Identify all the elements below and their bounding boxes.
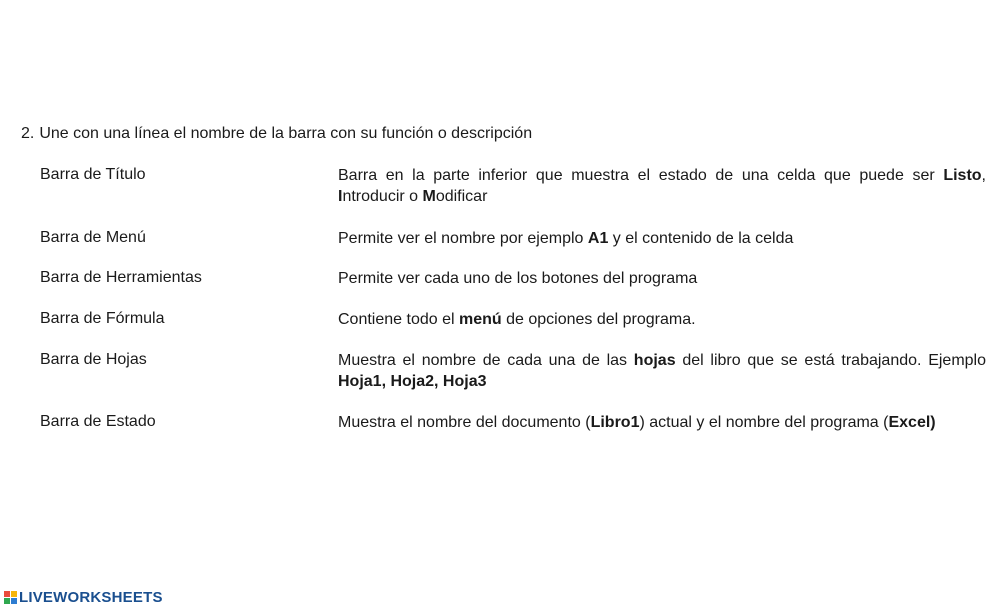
- left-item-barra-de-titulo[interactable]: Barra de Título: [40, 166, 146, 183]
- left-item-barra-de-estado[interactable]: Barra de Estado: [40, 413, 156, 430]
- right-item-documento[interactable]: [338, 412, 986, 433]
- right-item-text: de opciones del programa.: [501, 311, 696, 328]
- right-item-bold: M: [422, 188, 436, 205]
- left-item-barra-de-menu[interactable]: Barra de Menú: [40, 229, 146, 246]
- logo-square-blue: [11, 598, 17, 604]
- right-item-menu[interactable]: [338, 309, 986, 330]
- right-item-text: Contiene todo el: [338, 311, 459, 328]
- logo-square-yellow: [11, 591, 17, 597]
- right-item-bold: I: [338, 188, 343, 205]
- right-item-text: Muestra el nombre del documento (: [338, 414, 591, 431]
- right-item-text: Permite ver cada uno de los botones del programa: [338, 270, 698, 287]
- right-item-bold: Listo: [943, 167, 982, 184]
- right-item-text: y el contenido de la celda: [608, 230, 794, 247]
- right-item-botones[interactable]: [338, 268, 986, 289]
- left-item-barra-de-hojas[interactable]: Barra de Hojas: [40, 351, 147, 368]
- right-item-bold: menú: [458, 311, 502, 328]
- logo-square-red: [4, 591, 10, 597]
- right-item-hojas[interactable]: [338, 350, 986, 392]
- right-item-bold: Excel): [888, 414, 936, 431]
- logo-text: LIVEWORKSHEETS: [19, 588, 163, 606]
- right-item-text: del libro que se está trabajando. Ejemplo: [675, 352, 987, 369]
- right-item-bold: Libro1: [590, 414, 640, 431]
- left-item-barra-de-formula[interactable]: Barra de Fórmula: [40, 310, 165, 327]
- right-item-text: Muestra el nombre de cada una de las: [338, 352, 634, 369]
- right-item-estado-celda[interactable]: [338, 165, 986, 207]
- question-heading: [21, 124, 532, 144]
- question-number: 2.: [21, 125, 35, 142]
- right-item-text: ,: [981, 167, 986, 184]
- question-text: Une con una línea el nombre de la barra con su función o descripción: [39, 125, 533, 142]
- logo-square-green: [4, 598, 10, 604]
- right-item-text: Barra en la parte inferior que muestra el estado de una celda que puede ser: [338, 167, 944, 184]
- liveworksheets-logo: [4, 588, 163, 606]
- right-item-text: odificar: [435, 188, 488, 205]
- right-item-bold: A1: [587, 230, 609, 247]
- right-item-text: ) actual y el nombre del programa (: [639, 414, 889, 431]
- right-item-bold: hojas: [633, 352, 676, 369]
- right-item-text: Permite ver el nombre por ejemplo: [338, 230, 588, 247]
- right-item-bold: Hoja1, Hoja2, Hoja3: [338, 373, 487, 390]
- right-item-text: ntroducir o: [342, 188, 423, 205]
- liveworksheets-logo-icon: [4, 591, 17, 604]
- left-item-barra-de-herramientas[interactable]: Barra de Herramientas: [40, 269, 202, 286]
- right-item-nombre-celda[interactable]: [338, 228, 986, 249]
